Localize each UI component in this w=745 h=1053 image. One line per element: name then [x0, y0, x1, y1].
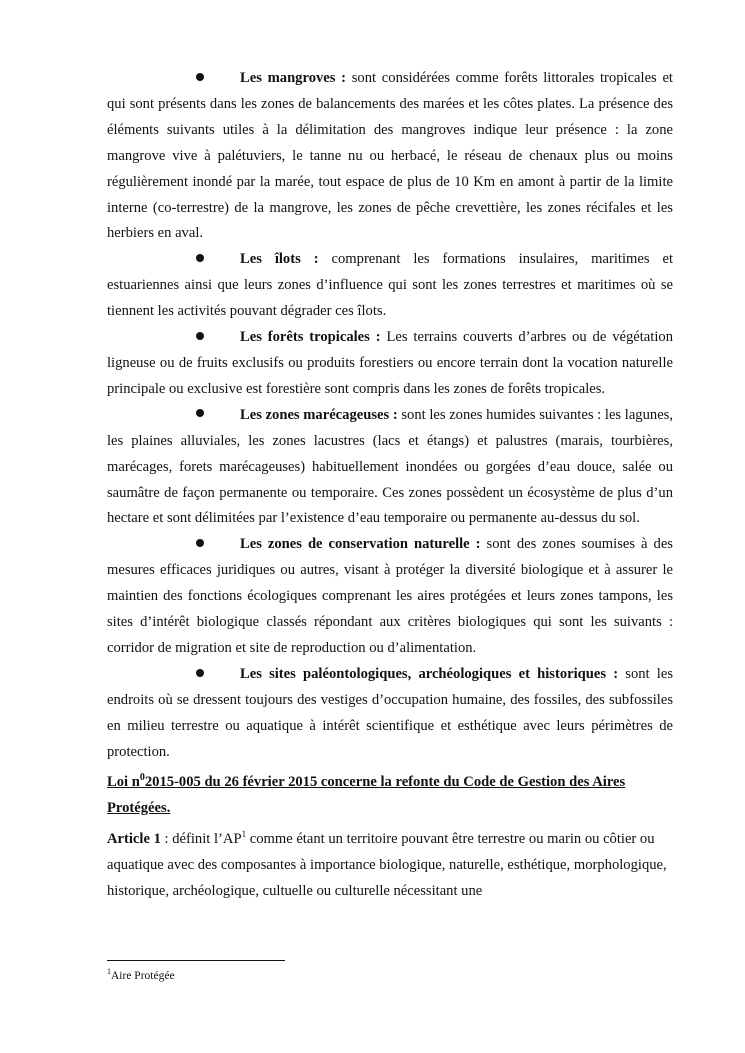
article-label: Article 1 [107, 831, 161, 847]
bullet-icon [196, 254, 204, 262]
item-title: Les îlots : [240, 251, 319, 268]
law-rest: 2015-005 du 26 février 2015 concerne la refonte du Code de Gestion des Aires Protégées. [107, 774, 626, 817]
footnote-separator [107, 960, 285, 961]
bullet-icon [196, 409, 204, 417]
list-item-zones-marecageuses [107, 403, 673, 533]
article-text-after: comme étant un territoire pouvant être terrestre ou marin ou côtier ou aquatique avec des composantes à importance biologique, naturelle, esthétique, morphologique, historique, archéologique, cultuelle ou culturelle nécessitant une [107, 831, 667, 899]
footnote-text: Aire Protégée [111, 969, 175, 982]
item-title: Les forêts tropicales : [240, 329, 381, 346]
law-prefix: Loi n [107, 774, 140, 791]
article-1 [107, 822, 673, 905]
law-superscript: 0 [139, 772, 145, 784]
footnote-number: 1 [107, 967, 111, 976]
footnote-ref: 1 [241, 829, 247, 840]
item-text: sont les endroits où se dressent toujours des vestiges d’occupation humaine, des fossiles, des subfossiles en milieu terrestre ou aquatique à intérêt scientifique et esthétique avec leurs périmètres de protection. [107, 665, 673, 760]
item-title: Les zones de conservation naturelle : [240, 536, 481, 553]
list-item-forets-tropicales [107, 325, 673, 403]
item-text: comprenant les formations insulaires, maritimes et estuariennes ainsi que leurs zones d’influence qui sont les zones terrestres et maritimes où se tiennent les activités pouvant dégrader ces îlots. [107, 251, 673, 320]
item-text: sont considérées comme forêts littorales tropicales et qui sont présents dans les zones de balancements des marées et les côtes plates. La présence des éléments suivants utiles à la délimitation des mangroves indique leur présence : la zone mangrove vive à palétuviers, le tanne nu ou herbacé, le réseau de chenaux plus ou moins régulièrement inondé par la marée, tout espace de plus de 10 Km en amont à partir de la limite interne (co-terrestre) de la mangrove, les zones de pêche crevettière, les zones récifales et les herbiers en aval. [107, 70, 673, 242]
bullet-icon [196, 73, 204, 81]
bullet-icon [196, 669, 204, 677]
article-text-before: : définit l’AP [160, 831, 242, 847]
item-title: Les sites paléontologiques, archéologiques et historiques : [240, 665, 619, 682]
item-title: Les zones marécageuses : [240, 406, 398, 423]
list-item-sites-paleontologiques [107, 662, 673, 766]
item-title: Les mangroves : [240, 70, 347, 86]
body-text [107, 66, 673, 905]
bullet-icon [196, 332, 204, 340]
footnote [107, 965, 175, 983]
list-item-ilots [107, 247, 673, 325]
item-text: Les terrains couverts d’arbres ou de végétation ligneuse ou de fruits exclusifs ou produits forestiers ou encore terrain dont la vocation naturelle principale ou exclusive est forestière sont compris dans les zones de forêts tropicales. [107, 329, 673, 397]
item-text: sont les zones humides suivantes : les lagunes, les plaines alluviales, les zones lacustres (lacs et étangs) et palustres (marais, tourbières, marécages, forets marécageuses) habituellement inondées ou gorgées d’eau douce, salée ou saumâtre de façon permanente ou temporaire. Ces zones possèdent un écosystème de plus d’un hectare et sont délimitées par l’existence d’eau temporaire ou permanente au-dessus du sol. [107, 406, 673, 527]
item-text: sont des zones soumises à des mesures efficaces juridiques ou autres, visant à protéger la diversité biologique et à assurer le maintien des fonctions écologiques comprenant les aires protégées et leurs zones tampons, les sites d’intérêt biologique classés répondant aux critères biologiques qui sont les suivants : corridor de migration et site de reproduction ou d’alimentation. [107, 536, 673, 656]
bullet-icon [196, 539, 204, 547]
list-item-zones-conservation [107, 532, 673, 662]
law-heading [107, 765, 673, 822]
list-item-mangroves [107, 66, 673, 247]
